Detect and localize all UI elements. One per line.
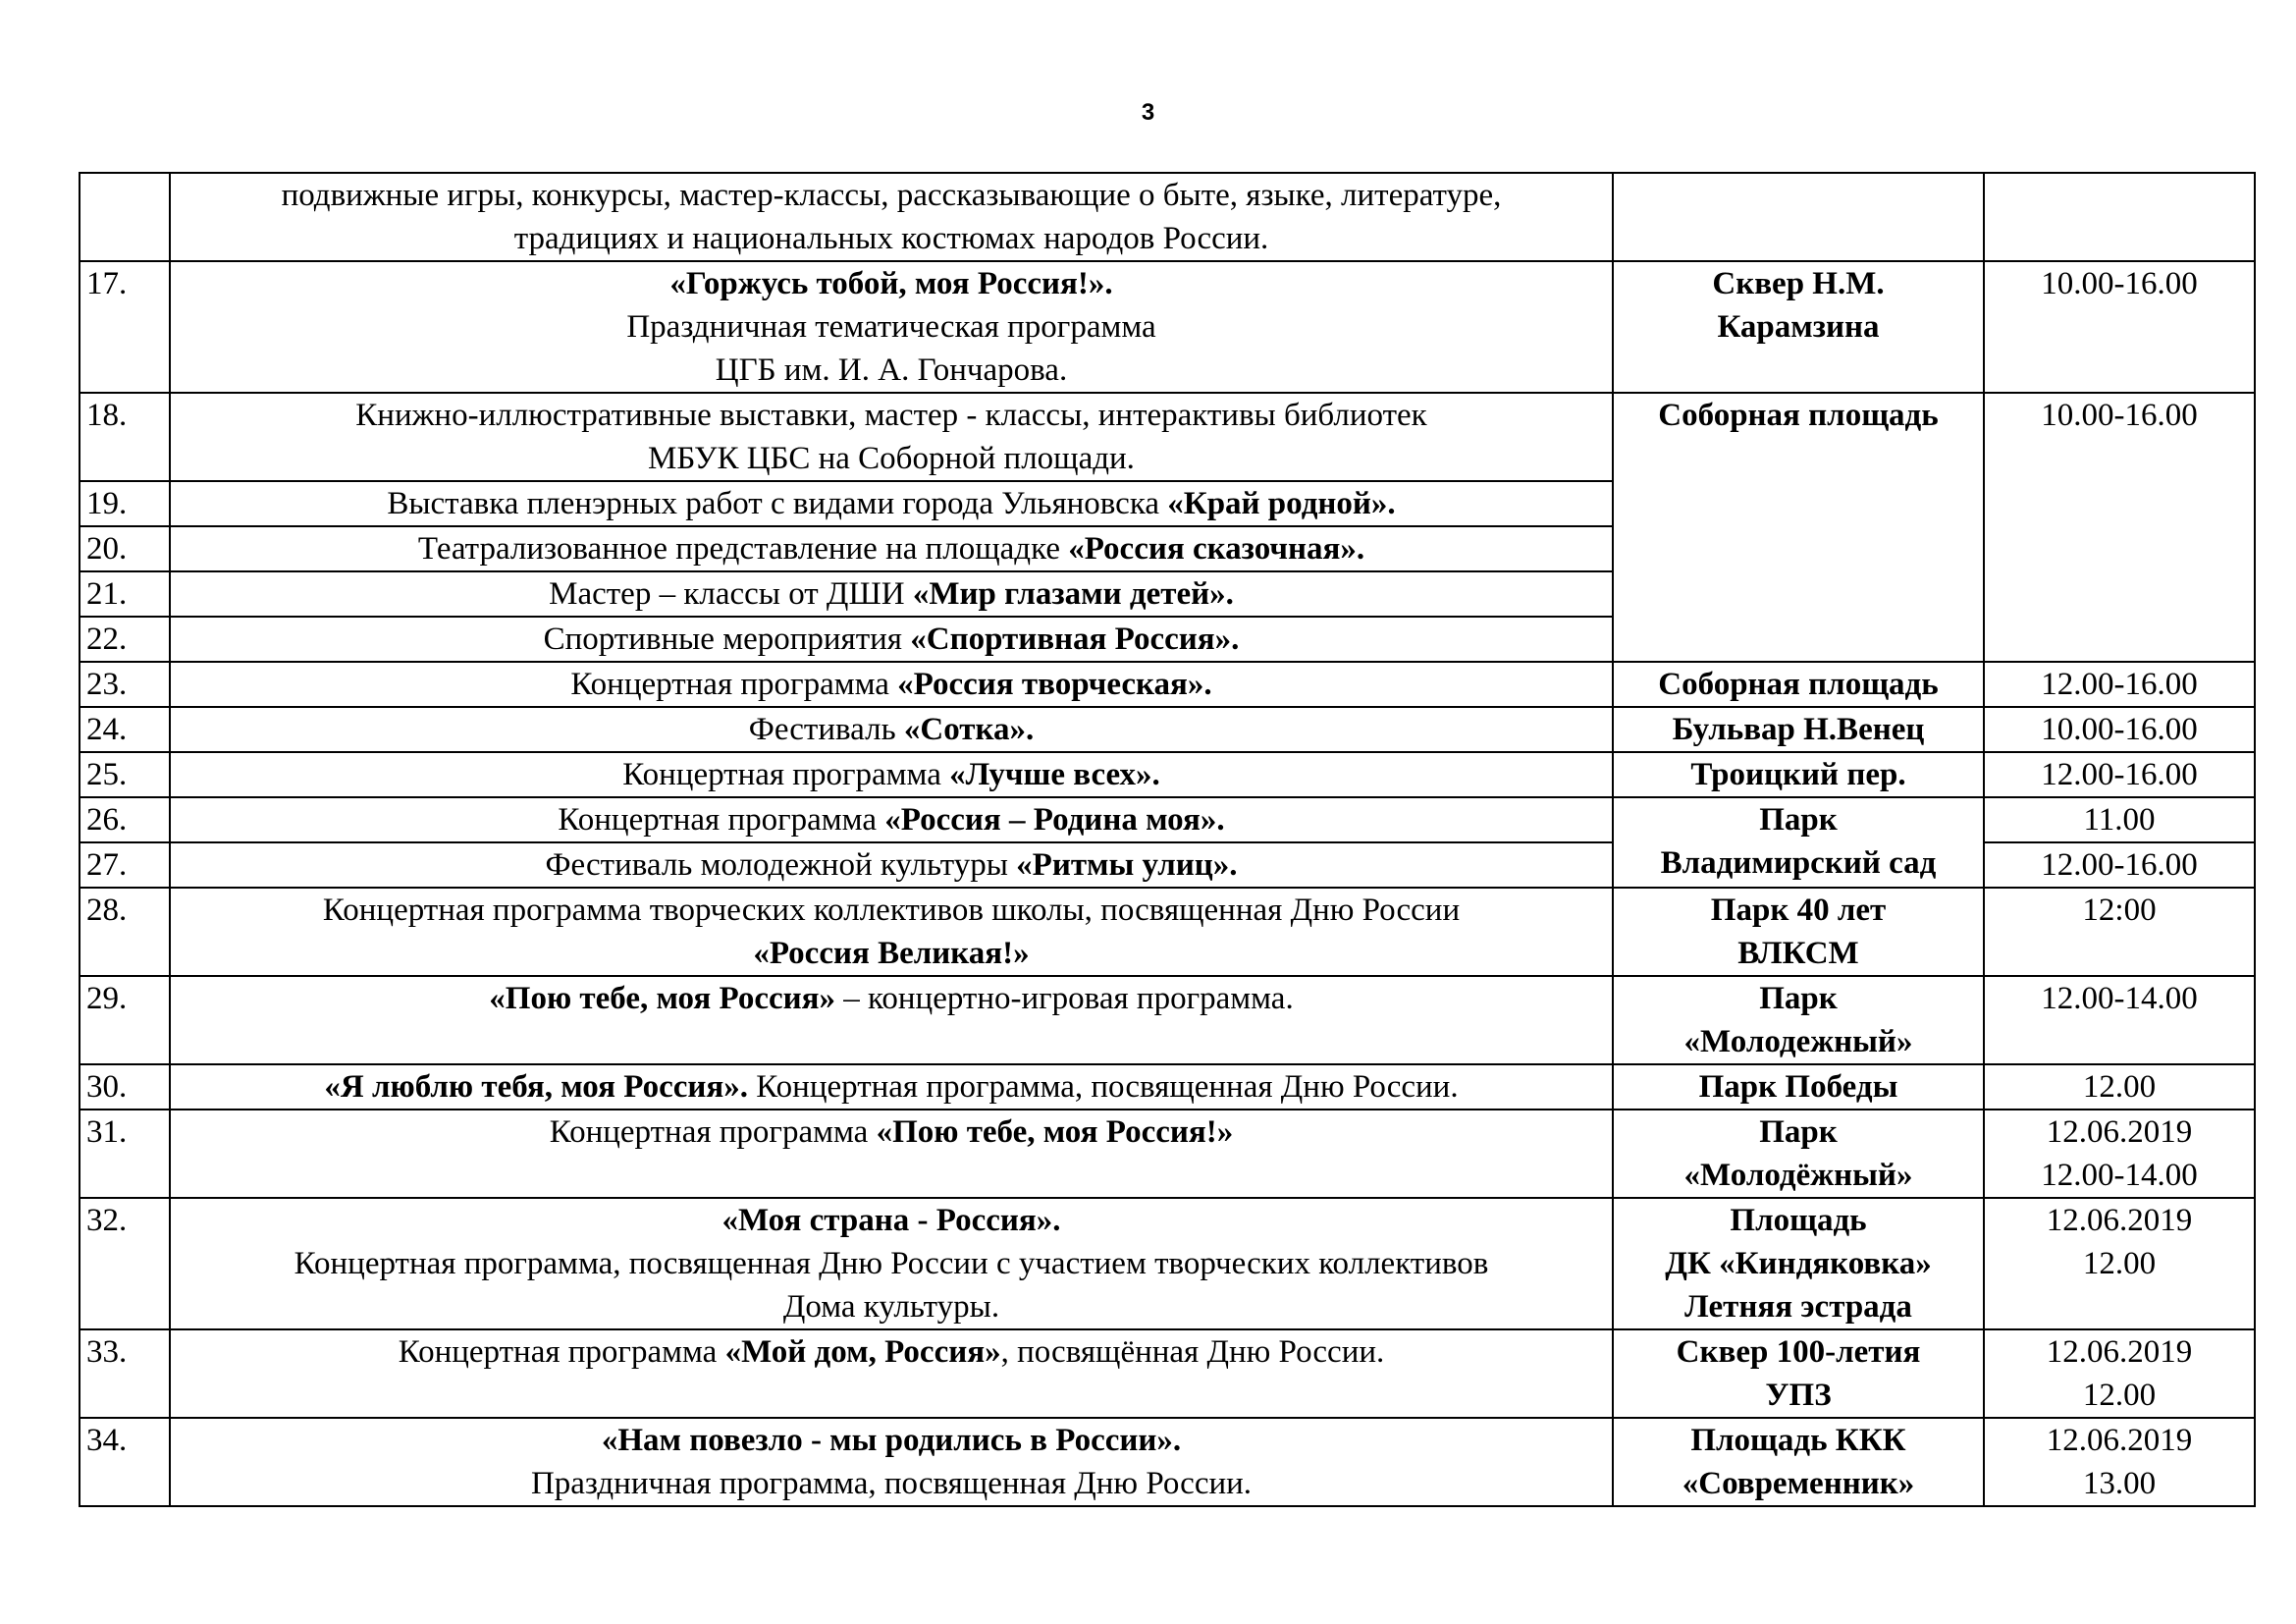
table-row — [80, 1418, 2255, 1506]
row-number-cell: 23. — [80, 662, 170, 707]
row-number-cell: 22. — [80, 617, 170, 662]
event-title: «Горжусь тобой, моя Россия!». — [669, 266, 1113, 301]
place-cell — [1613, 1329, 1984, 1418]
time-cell: 12.00-16.00 — [1984, 752, 2255, 797]
event-line: Концертная программа, посвященная Дню России с участием творческих коллективов — [294, 1246, 1489, 1281]
row-number-cell: 17. — [80, 261, 170, 393]
event-cell — [170, 261, 1613, 393]
event-cell — [170, 571, 1613, 617]
place-line: «Молодежный» — [1683, 1024, 1913, 1059]
event-text: , посвящённая Дню России. — [1000, 1334, 1385, 1370]
table-row — [80, 1198, 2255, 1329]
place-cell — [1613, 1418, 1984, 1506]
table-row — [80, 1329, 2255, 1418]
event-title: «Я люблю тебя, моя Россия». — [324, 1069, 749, 1105]
place-line: ДК «Киндяковка» — [1665, 1246, 1932, 1281]
row-number-cell: 27. — [80, 842, 170, 888]
event-title: «Ритмы улиц». — [1016, 847, 1238, 883]
place-cell: Троицкий пер. — [1613, 752, 1984, 797]
event-cell — [170, 1110, 1613, 1198]
row-number-cell: 33. — [80, 1329, 170, 1418]
place-line: «Современник» — [1682, 1466, 1915, 1501]
table-row — [80, 888, 2255, 976]
place-cell: Парк Победы — [1613, 1064, 1984, 1110]
event-line: МБУК ЦБС на Соборной площади. — [648, 441, 1135, 476]
time-line: 12.06.2019 — [2046, 1114, 2193, 1150]
time-cell: 10.00-16.00 — [1984, 261, 2255, 393]
event-text: Мастер – классы от ДШИ — [549, 576, 913, 612]
event-cell — [170, 1198, 1613, 1329]
event-cell — [170, 707, 1613, 752]
time-line: 12.00 — [2082, 1378, 2157, 1413]
row-number-cell: 21. — [80, 571, 170, 617]
place-cell — [1613, 976, 1984, 1064]
event-title: «Пою тебе, моя Россия!» — [876, 1114, 1234, 1150]
time-cell: 10.00-16.00 — [1984, 393, 2255, 662]
row-number-cell: 30. — [80, 1064, 170, 1110]
table-row — [80, 707, 2255, 752]
time-cell: 12.00-16.00 — [1984, 842, 2255, 888]
place-line: Парк — [1759, 802, 1838, 838]
event-cell — [170, 481, 1613, 526]
event-text: Концертная программа — [570, 667, 898, 702]
event-text: Выставка пленэрных работ с видами города Ульяновска — [387, 486, 1168, 521]
time-line: 12.00 — [2082, 1246, 2157, 1281]
row-number-cell: 18. — [80, 393, 170, 481]
row-number-cell: 20. — [80, 526, 170, 571]
table-row — [80, 173, 2255, 261]
event-title: «Моя страна - Россия». — [721, 1203, 1061, 1238]
event-cell — [170, 1418, 1613, 1506]
time-cell: 11.00 — [1984, 797, 2255, 842]
row-number-cell — [80, 173, 170, 261]
event-cell — [170, 617, 1613, 662]
event-title: «Лучше всех». — [949, 757, 1160, 792]
event-title: «Край родной». — [1167, 486, 1396, 521]
event-line: Концертная программа творческих коллективов школы, посвященная Дню России — [322, 893, 1461, 928]
row-number-cell: 29. — [80, 976, 170, 1064]
event-line: ЦГБ им. И. А. Гончарова. — [715, 352, 1068, 388]
event-title: «Мир глазами детей». — [912, 576, 1234, 612]
event-cell — [170, 526, 1613, 571]
event-line: Книжно-иллюстративные выставки, мастер - классы, интерактивы библиотек — [355, 398, 1427, 433]
event-line: Праздничная тематическая программа — [626, 309, 1156, 345]
time-cell — [1984, 1418, 2255, 1506]
time-line: 12.06.2019 — [2046, 1203, 2193, 1238]
place-cell — [1613, 173, 1984, 261]
event-title: «Россия сказочная». — [1068, 531, 1365, 567]
place-line: Парк — [1759, 981, 1838, 1016]
event-cell — [170, 888, 1613, 976]
time-line: 13.00 — [2082, 1466, 2157, 1501]
table-row — [80, 797, 2255, 842]
event-text: Спортивные мероприятия — [543, 622, 911, 657]
row-number-cell: 24. — [80, 707, 170, 752]
place-line: УПЗ — [1765, 1378, 1832, 1413]
event-line: Дома культуры. — [782, 1289, 1000, 1325]
place-line: Площадь — [1730, 1203, 1867, 1238]
event-cell — [170, 797, 1613, 842]
table-row — [80, 752, 2255, 797]
row-number-cell: 34. — [80, 1418, 170, 1506]
time-line: 12.06.2019 — [2046, 1423, 2193, 1458]
time-cell — [1984, 1198, 2255, 1329]
event-line: Праздничная программа, посвященная Дню России. — [530, 1466, 1253, 1501]
place-cell: Бульвар Н.Венец — [1613, 707, 1984, 752]
time-cell: 10.00-16.00 — [1984, 707, 2255, 752]
place-cell: Соборная площадь — [1613, 662, 1984, 707]
event-title: «Мой дом, Россия» — [724, 1334, 1001, 1370]
time-line: 12.00-14.00 — [2041, 1158, 2198, 1193]
place-line: Владимирский сад — [1660, 845, 1937, 881]
event-cell — [170, 976, 1613, 1064]
row-number-cell: 32. — [80, 1198, 170, 1329]
place-cell — [1613, 261, 1984, 393]
event-text: Концертная программа, посвященная Дню России. — [748, 1069, 1459, 1105]
event-title: «Нам повезло - мы родились в России». — [601, 1423, 1182, 1458]
event-cell — [170, 1064, 1613, 1110]
place-line: Летняя эстрада — [1684, 1289, 1912, 1325]
place-cell — [1613, 1198, 1984, 1329]
place-line: Парк 40 лет — [1710, 893, 1887, 928]
event-cell — [170, 842, 1613, 888]
event-title: «Спортивная Россия». — [910, 622, 1240, 657]
event-text: Фестиваль — [748, 712, 904, 747]
event-line: подвижные игры, конкурсы, мастер-классы, рассказывающие о быте, языке, литературе, — [281, 178, 1502, 213]
event-title: «Россия – Родина моя». — [884, 802, 1225, 838]
event-title: «Пою тебе, моя Россия» — [489, 981, 836, 1016]
event-cell — [170, 752, 1613, 797]
time-cell: 12.00-14.00 — [1984, 976, 2255, 1064]
event-text: Фестиваль молодежной культуры — [545, 847, 1017, 883]
event-text: Концертная программа — [549, 1114, 877, 1150]
events-table — [79, 172, 2256, 1507]
page-number: 3 — [1141, 99, 1155, 126]
row-number-cell: 25. — [80, 752, 170, 797]
time-line: 12.06.2019 — [2046, 1334, 2193, 1370]
time-cell: 12.00 — [1984, 1064, 2255, 1110]
place-cell — [1613, 797, 1984, 888]
time-cell — [1984, 1329, 2255, 1418]
place-cell — [1613, 1110, 1984, 1198]
event-title: «Россия Великая!» — [753, 936, 1030, 971]
event-line: традициях и национальных костюмах народов России. — [513, 221, 1269, 256]
place-line: Сквер 100-летия — [1676, 1334, 1921, 1370]
table-row — [80, 261, 2255, 393]
row-number-cell: 26. — [80, 797, 170, 842]
table-row — [80, 976, 2255, 1064]
event-text: Театрализованное представление на площадке — [417, 531, 1069, 567]
event-cell — [170, 393, 1613, 481]
event-cell — [170, 662, 1613, 707]
event-title: «Сотка». — [903, 712, 1035, 747]
place-line: «Молодёжный» — [1683, 1158, 1913, 1193]
place-line: Парк — [1759, 1114, 1838, 1150]
place-line: Карамзина — [1717, 309, 1880, 345]
time-cell — [1984, 173, 2255, 261]
event-title: «Россия творческая». — [897, 667, 1212, 702]
event-text: Концертная программа — [622, 757, 950, 792]
place-line: Площадь ККК — [1690, 1423, 1906, 1458]
time-cell: 12:00 — [1984, 888, 2255, 976]
place-line: Сквер Н.М. — [1712, 266, 1885, 301]
table-row — [80, 1064, 2255, 1110]
event-cell — [170, 1329, 1613, 1418]
time-cell — [1984, 1110, 2255, 1198]
event-text: – концертно-игровая программа. — [835, 981, 1294, 1016]
event-text: Концертная программа — [558, 802, 885, 838]
table-row — [80, 1110, 2255, 1198]
place-cell — [1613, 888, 1984, 976]
table-row — [80, 393, 2255, 481]
event-cell — [170, 173, 1613, 261]
event-text: Концертная программа — [398, 1334, 725, 1370]
table-row — [80, 662, 2255, 707]
row-number-cell: 31. — [80, 1110, 170, 1198]
place-line: ВЛКСМ — [1737, 936, 1859, 971]
row-number-cell: 28. — [80, 888, 170, 976]
row-number-cell: 19. — [80, 481, 170, 526]
place-cell: Соборная площадь — [1613, 393, 1984, 662]
time-cell: 12.00-16.00 — [1984, 662, 2255, 707]
